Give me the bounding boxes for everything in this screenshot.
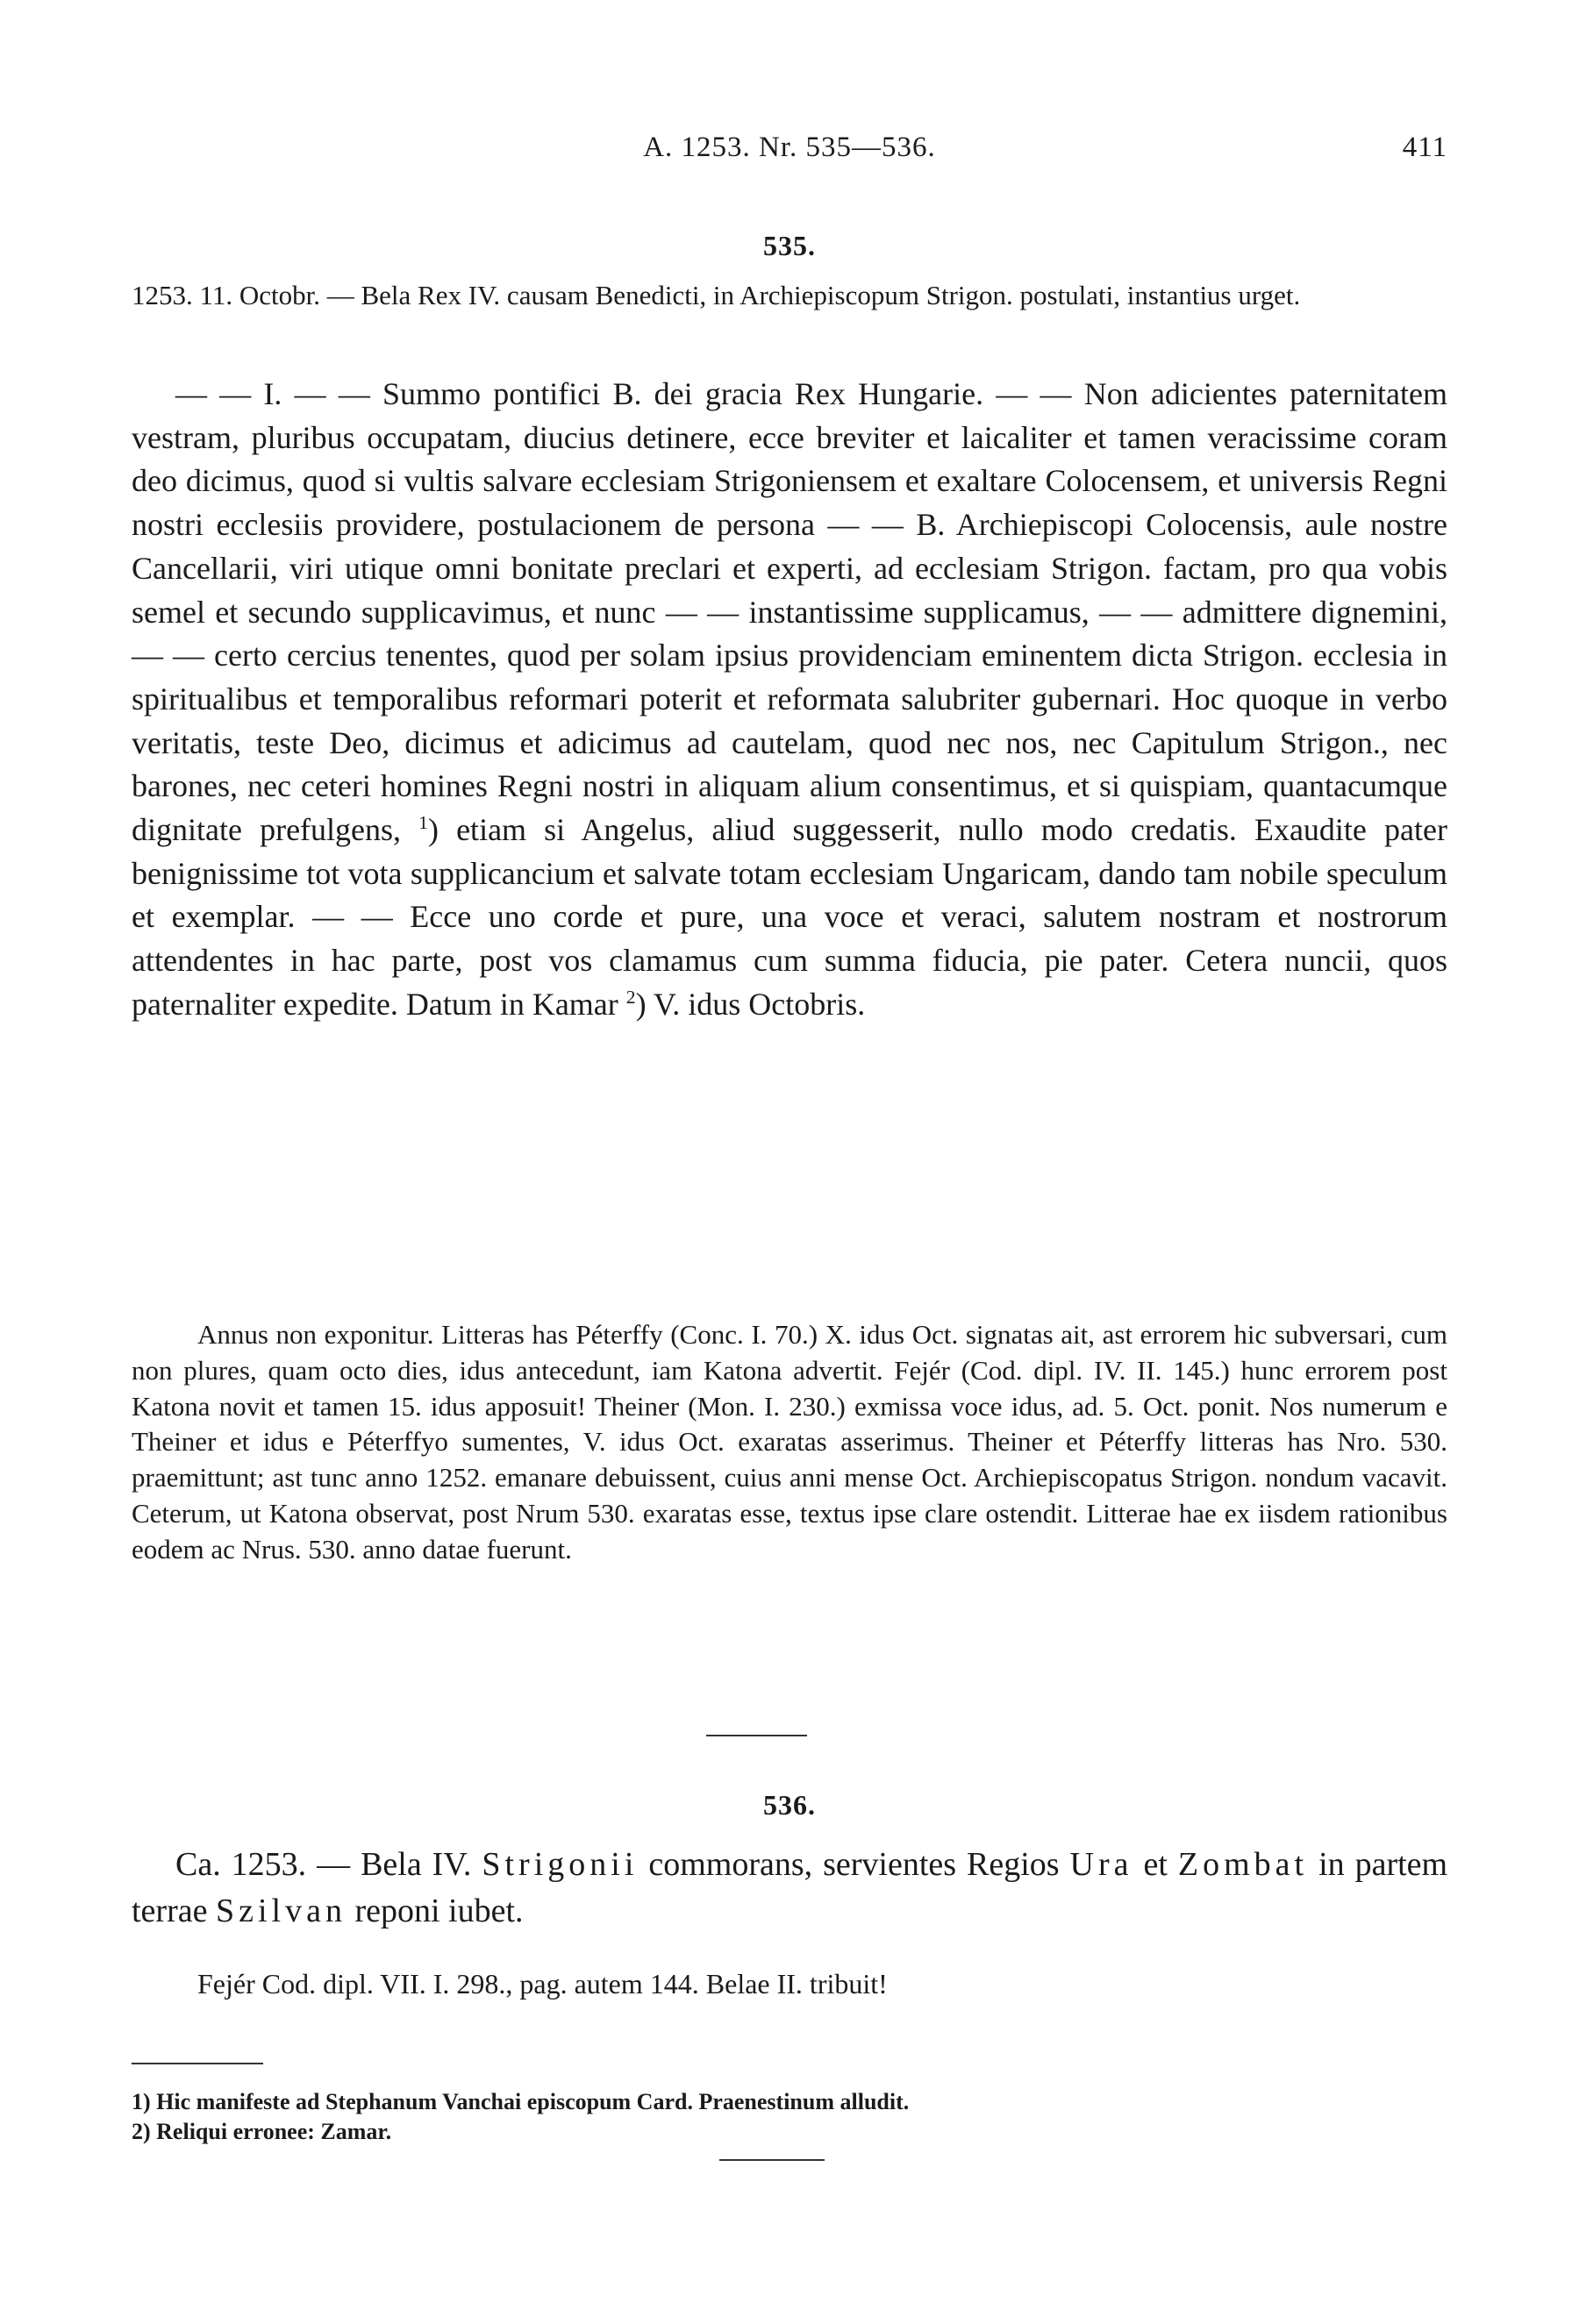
document-number-535: 535. bbox=[763, 230, 816, 261]
regest-536 bbox=[132, 1842, 1447, 1935]
footnote-marker-2: 2 bbox=[625, 986, 636, 1008]
footnote-marker-1: 1 bbox=[418, 812, 428, 834]
running-head-title: A. 1253. Nr. 535—536. bbox=[643, 132, 936, 163]
regest-536-place: Strigonii bbox=[482, 1846, 639, 1883]
regest-536-part-e: reponi iubet. bbox=[354, 1893, 524, 1929]
footnote-2: 2) Reliqui erronee: Zamar. bbox=[132, 2119, 392, 2144]
regest-536-part-c: et bbox=[1143, 1846, 1168, 1883]
charter-paragraph bbox=[132, 373, 1447, 1027]
regest-536-name-ura: Ura bbox=[1069, 1846, 1133, 1883]
regest-536-part-d: in partem terrae bbox=[132, 1846, 1448, 1929]
regest-536-text bbox=[132, 1842, 1447, 1935]
footnote-divider bbox=[132, 2063, 263, 2064]
bottom-divider bbox=[719, 2159, 825, 2161]
regest-536-name-szilvan: Szilvan bbox=[215, 1893, 347, 1929]
regest-536-name-zombat: Zombat bbox=[1177, 1846, 1309, 1883]
regest-536-date: Ca. 1253. — Bela IV. bbox=[175, 1846, 472, 1883]
regest-535: 1253. 11. Octobr. — Bela Rex IV. causam Benedicti, in Archiepiscopum Strigon. postulati, instantius urget. bbox=[132, 280, 1301, 310]
page-number: 411 bbox=[1402, 132, 1447, 163]
running-head bbox=[132, 132, 1447, 167]
section-divider bbox=[706, 1735, 807, 1736]
charter-text-part-1: — — I. — — Summo pontifici B. dei gracia Rex Hungarie. — — Non adicientes paternitatem vestram, pluribus occupatam, diucius detinere, ecce breviter et laicaliter et tamen veracissime coram deo dicimus, quod si vultis salvare ecclesiam Strigoniensem et exaltare Colocensem, et universis Regni nostri ecclesiis providere, postulacionem de persona — — B. Archiepiscopi Colocensis, aule nostre Cancellarii, viri utique omni bonitate preclari et experti, ad ecclesiam Strigon. factam, pro qua vobis semel et secundo supplicavimus, et nunc — — instantissime supplicamus, — — admittere dignemini, — — certo cercius tenentes, quod per solam ipsius providenciam eminentem dicta Strigon. ecclesia in spiritualibus et temporalibus reformari poterit et reformata salubriter gubernari. Hoc quoque in verbo veritatis, teste Deo, dicimus et adicimus ad cautelam, quod nec nos, nec Capitulum Strigon., nec barones, nec ceteri homines Regni nostri in aliquam alium consentimus, et si quispiam, quantacumque dignitate prefulgens, bbox=[132, 376, 1447, 848]
regest-536-part-b: commorans, servientes Regios bbox=[648, 1846, 1060, 1883]
editorial-note-535 bbox=[132, 1317, 1447, 1568]
editorial-note-text: Annus non exponitur. Litteras has Péterffy (Conc. I. 70.) X. idus Oct. signatas ait, ast errorem hic subversari, cum non plures, quam octo dies, idus antecedunt, iam Katona advertit. Fejér (Cod. dipl. IV. II. 145.) hunc errorem post Katona novit et tamen 15. idus apposuit! Theiner (Mon. I. 230.) exmissa voce idus, ad. 5. Oct. ponit. Nos numerum e Theiner et idus e Péterffyo sumentes, V. idus Oct. exaratas asserimus. Theiner et Péterffy litteras has Nro. 530. praemittunt; ast tunc anno 1252. emanare debuissent, cuius anni mense Oct. Archiepiscopatus Strigon. nondum vacavit. Ceterum, ut Katona observat, post Nrum 530. exaratas esse, textus ipse clare ostendit. Litterae hae ex iisdem rationibus eodem ac Nrus. 530. anno datae fuerunt. bbox=[132, 1319, 1447, 1565]
charter-text-part-2: ) etiam si Angelus, aliud suggesserit, nullo modo credatis. Exaudite pater benignissime tot vota supplicancium et salvate totam ecclesiam Ungaricam, dando tam nobile speculum et exemplar. — — Ecce uno corde et pure, una voce et veraci, salutem nostram et nostrorum attendentes in hac parte, post vos clamamus cum summa fiducia, pie pater. Cetera nuncii, quos paternaliter expedite. Datum in Kamar bbox=[132, 812, 1447, 1022]
footnotes bbox=[132, 2087, 1447, 2147]
charter-text-part-3: ) V. idus Octobris. bbox=[635, 986, 866, 1022]
document-number-536: 536. bbox=[763, 1789, 816, 1821]
charter-text-535 bbox=[132, 373, 1447, 1027]
footnote-1: 1) Hic manifeste ad Stephanum Vanchai episcopum Card. Praenestinum alludit. bbox=[132, 2089, 910, 2114]
source-536: Fejér Cod. dipl. VII. I. 298., pag. autem 144. Belae II. tribuit! bbox=[197, 1968, 888, 2000]
